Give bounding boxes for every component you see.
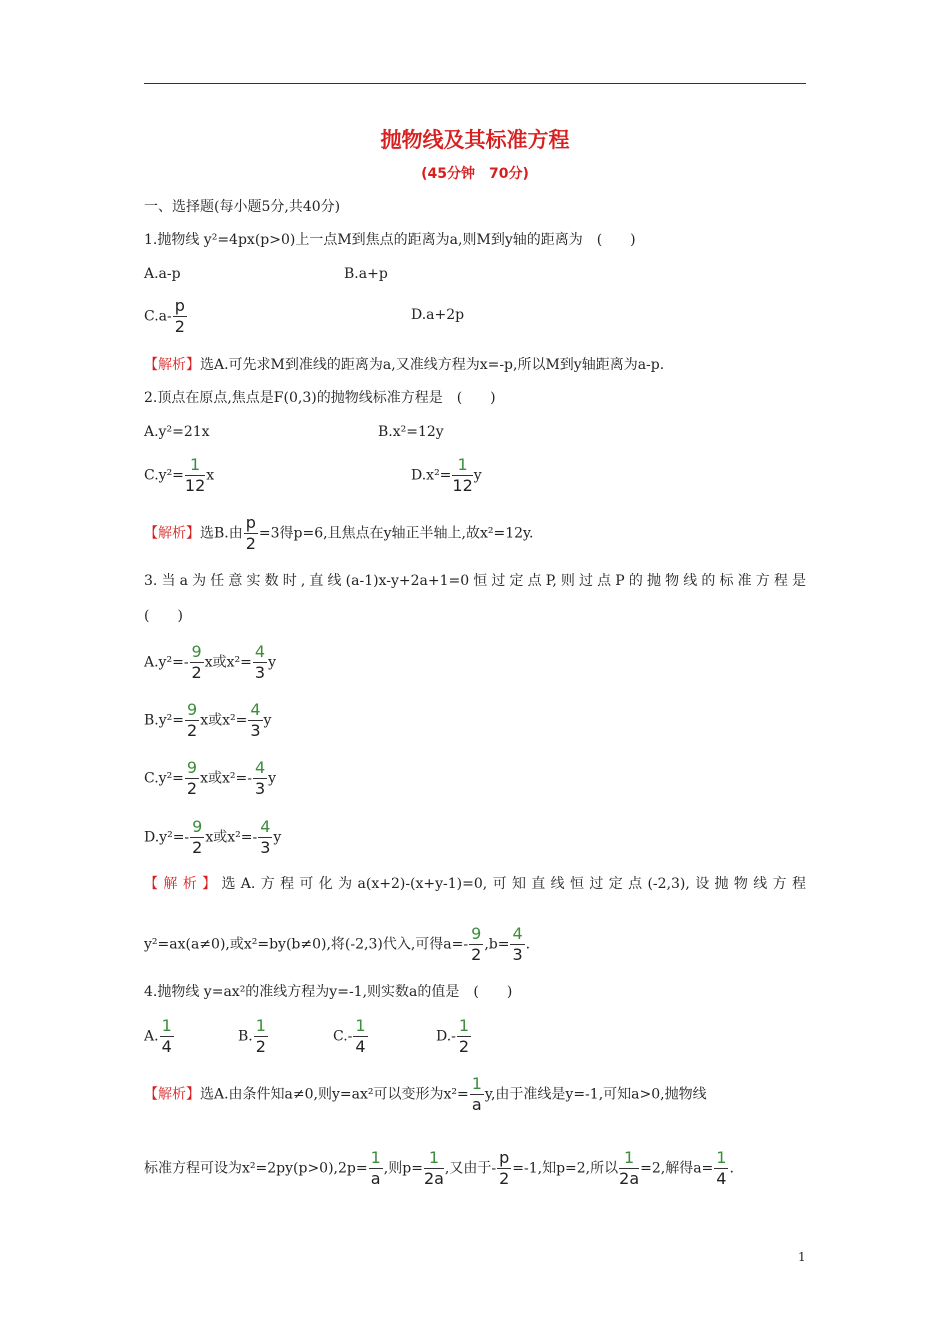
q2-option-c: [144, 457, 214, 494]
fraction: [452, 457, 472, 494]
fraction-numerator: p: [174, 296, 185, 315]
fraction-denominator: 2: [471, 945, 482, 964]
q2-option-d-suffix: y: [473, 467, 482, 484]
fraction: [457, 1018, 471, 1055]
fraction: [469, 926, 483, 963]
q3-stem-bracket: ( ): [144, 608, 183, 624]
q3-analysis-line2: [144, 926, 530, 963]
q4-option-a-prefix: A.: [144, 1028, 159, 1045]
fraction-denominator: 3: [254, 779, 266, 798]
fraction-denominator: 2: [458, 1037, 470, 1056]
fraction-denominator: 4: [355, 1037, 366, 1056]
q2-option-c-prefix: C.y²=: [144, 467, 184, 484]
q4-option-a: [144, 1018, 175, 1055]
fraction: [190, 819, 204, 856]
q1-option-c-prefix: C.a-: [144, 308, 172, 325]
q1-option-c: [144, 298, 188, 335]
page-number: 1: [798, 1250, 806, 1264]
q1-option-b: B.a+p: [344, 266, 388, 282]
q3-option-a-suffix: y: [268, 654, 276, 671]
q3-option-b-mid: x或x²=: [200, 712, 248, 729]
q1-option-a: A.a-p: [144, 266, 181, 282]
fraction-numerator: 4: [250, 700, 261, 719]
fraction: [185, 702, 199, 739]
q1-analysis-text: 选A.可先求M到准线的距离为a,又准线方程为x=-p,所以M到y轴距离为a-p.: [200, 357, 665, 373]
q4-analysis-text-g: =2,解得a=: [640, 1160, 714, 1177]
fraction: [244, 515, 258, 552]
q4-analysis-line2: [144, 1150, 734, 1187]
fraction-denominator: 4: [716, 1169, 727, 1188]
fraction: [190, 644, 204, 681]
q4-option-c-prefix: C.-: [333, 1028, 353, 1045]
q4-analysis-text-f: =-1,知p=2,所以: [512, 1160, 619, 1177]
q3-option-b: [144, 702, 271, 739]
q3-option-a-prefix: A.y²=-: [144, 654, 189, 671]
q2-option-c-suffix: x: [206, 467, 215, 484]
q4-analysis-text-b: y,由于准线是y=-1,可知a>0,抛物线: [484, 1086, 707, 1103]
q3-analysis-text-a: y²=ax(a≠0),或x²=by(b≠0),将(-2,3)代入,可得a=-: [144, 936, 469, 953]
fraction-denominator: a: [370, 1169, 381, 1188]
fraction-denominator: 3: [250, 721, 261, 740]
q1-stem-text: 1.抛物线 y²=4px(p>0)上一点M到焦点的距离为a,则M到y轴的距离为 ( ): [144, 232, 636, 248]
fraction: [714, 1150, 728, 1187]
analysis-tag: 【解析】: [144, 1086, 200, 1103]
section-heading: 一、选择题(每小题5分,共40分): [144, 199, 341, 215]
fraction-numerator: 4: [260, 817, 271, 836]
fraction-denominator: 3: [260, 838, 271, 857]
q1-analysis: [144, 356, 664, 374]
q3-option-c-suffix: y: [268, 770, 277, 787]
q3-analysis-text-b: ,b=: [484, 936, 510, 953]
fraction-numerator: 1: [716, 1148, 727, 1167]
q4-analysis-text-e: ,又由于-: [444, 1160, 497, 1177]
fraction-numerator: 1: [161, 1016, 172, 1035]
q3-option-b-prefix: B.y²=: [144, 712, 184, 729]
fraction-numerator: 9: [192, 817, 203, 836]
page-title: 抛物线及其标准方程: [380, 128, 570, 152]
page-subtitle: (45分钟 70分): [421, 166, 529, 182]
fraction-numerator: p: [245, 513, 256, 532]
fraction-denominator: 2: [187, 721, 198, 740]
q4-analysis-text-c: 标准方程可设为x²=2py(p>0),2p=: [144, 1160, 368, 1177]
fraction-numerator: p: [499, 1148, 510, 1167]
fraction-numerator: 9: [187, 700, 198, 719]
q3-analysis-text-c: .: [525, 936, 531, 953]
fraction-denominator: 2: [186, 779, 198, 798]
q3-option-c: [144, 760, 276, 797]
fraction: [353, 1018, 367, 1055]
fraction: [253, 644, 267, 681]
fraction-numerator: 9: [471, 924, 482, 943]
q2-option-d-prefix: D.x²=: [411, 467, 452, 484]
fraction-denominator: 12: [184, 476, 206, 495]
fraction: [510, 926, 524, 963]
fraction-denominator: 2a: [619, 1169, 640, 1188]
fraction-denominator: 3: [254, 663, 266, 682]
fraction: [160, 1018, 174, 1055]
fraction: [173, 298, 187, 335]
q4-option-c: [333, 1018, 369, 1055]
fraction-numerator: 4: [254, 758, 266, 777]
fraction-denominator: 3: [512, 945, 523, 964]
q3-option-d-mid: x或x²=-: [205, 829, 258, 846]
fraction: [248, 702, 262, 739]
fraction-numerator: 4: [512, 924, 523, 943]
q4-analysis-text-a: 选A.由条件知a≠0,则y=ax²可以变形为x²=: [200, 1086, 469, 1103]
fraction-numerator: 1: [424, 1150, 444, 1169]
fraction-denominator: 2: [499, 1169, 510, 1188]
fraction-numerator: 1: [452, 457, 472, 476]
q4-option-d: [436, 1018, 472, 1055]
fraction-numerator: 9: [186, 758, 198, 777]
fraction-denominator: 12: [452, 476, 473, 495]
q4-option-b-prefix: B.: [238, 1028, 253, 1045]
q1-option-d: D.a+2p: [411, 307, 465, 323]
q3-option-a: [144, 644, 276, 681]
fraction: [619, 1150, 639, 1187]
fraction-numerator: 1: [355, 1016, 366, 1035]
q3-option-b-suffix: y: [263, 712, 272, 729]
fraction: [254, 1018, 268, 1055]
fraction-numerator: 1: [255, 1016, 266, 1035]
q3-option-d-suffix: y: [273, 829, 282, 846]
q4-analysis-text-h: .: [729, 1160, 734, 1177]
fraction-denominator: 2: [191, 663, 202, 682]
fraction-numerator: 1: [185, 457, 205, 476]
q3-option-d: [144, 819, 281, 856]
fraction-numerator: 1: [619, 1150, 639, 1169]
q2-stem: 2.顶点在原点,焦点是F(0,3)的抛物线标准方程是 ( ): [144, 390, 496, 406]
q2-option-d: [411, 457, 482, 494]
fraction-numerator: 4: [254, 642, 266, 661]
q2-option-a: A.y²=21x: [144, 424, 210, 440]
q3-option-a-mid: x或x²=: [204, 654, 252, 671]
fraction: [185, 760, 199, 797]
q2-analysis: [144, 515, 534, 552]
fraction: [253, 760, 267, 797]
q3-option-c-mid: x或x²=-: [200, 770, 252, 787]
fraction: [258, 819, 272, 856]
q3-analysis-line1: [144, 875, 806, 893]
q3-option-d-prefix: D.y²=-: [144, 829, 190, 846]
q4-analysis-text-d: ,则p=: [383, 1160, 423, 1177]
q3-analysis-text: 选A.方程可化为a(x+2)-(x+y-1)=0,可知直线恒过定点(-2,3),设抛物线方程: [221, 876, 806, 892]
fraction-numerator: 1: [370, 1148, 381, 1167]
fraction-denominator: 4: [161, 1037, 172, 1056]
header-rule: [144, 83, 806, 84]
fraction: [497, 1150, 511, 1187]
fraction: [185, 457, 205, 494]
analysis-tag: 【解析】: [144, 525, 200, 542]
fraction-denominator: 2a: [423, 1169, 444, 1188]
q4-analysis-line1: [144, 1076, 707, 1113]
q3-stem: 3.当a为任意实数时,直线(a-1)x-y+2a+1=0恒过定点P,则过点P的抛物线的标准方程是: [144, 573, 806, 589]
fraction-numerator: 9: [191, 642, 202, 661]
fraction-denominator: 2: [245, 534, 256, 553]
q1-stem: [144, 231, 636, 249]
fraction: [369, 1150, 383, 1187]
analysis-tag: 【解析】: [144, 876, 222, 892]
fraction-denominator: a: [471, 1095, 482, 1114]
fraction-denominator: 2: [255, 1037, 266, 1056]
fraction-denominator: 2: [174, 317, 185, 336]
q2-analysis-text-b: =3得p=6,且焦点在y轴正半轴上,故x²=12y.: [258, 525, 534, 542]
fraction: [470, 1076, 484, 1113]
q3-option-c-prefix: C.y²=: [144, 770, 184, 787]
fraction-numerator: 1: [471, 1074, 482, 1093]
q4-option-b: [238, 1018, 269, 1055]
q2-analysis-text-a: 选B.由: [200, 525, 243, 542]
q2-option-b: B.x²=12y: [378, 424, 444, 440]
fraction-numerator: 1: [458, 1016, 470, 1035]
analysis-tag: 【解析】: [144, 357, 200, 373]
q4-option-d-prefix: D.-: [436, 1028, 456, 1045]
fraction-denominator: 2: [192, 838, 203, 857]
fraction: [424, 1150, 444, 1187]
q4-stem: 4.抛物线 y=ax²的准线方程为y=-1,则实数a的值是 ( ): [144, 984, 513, 1000]
